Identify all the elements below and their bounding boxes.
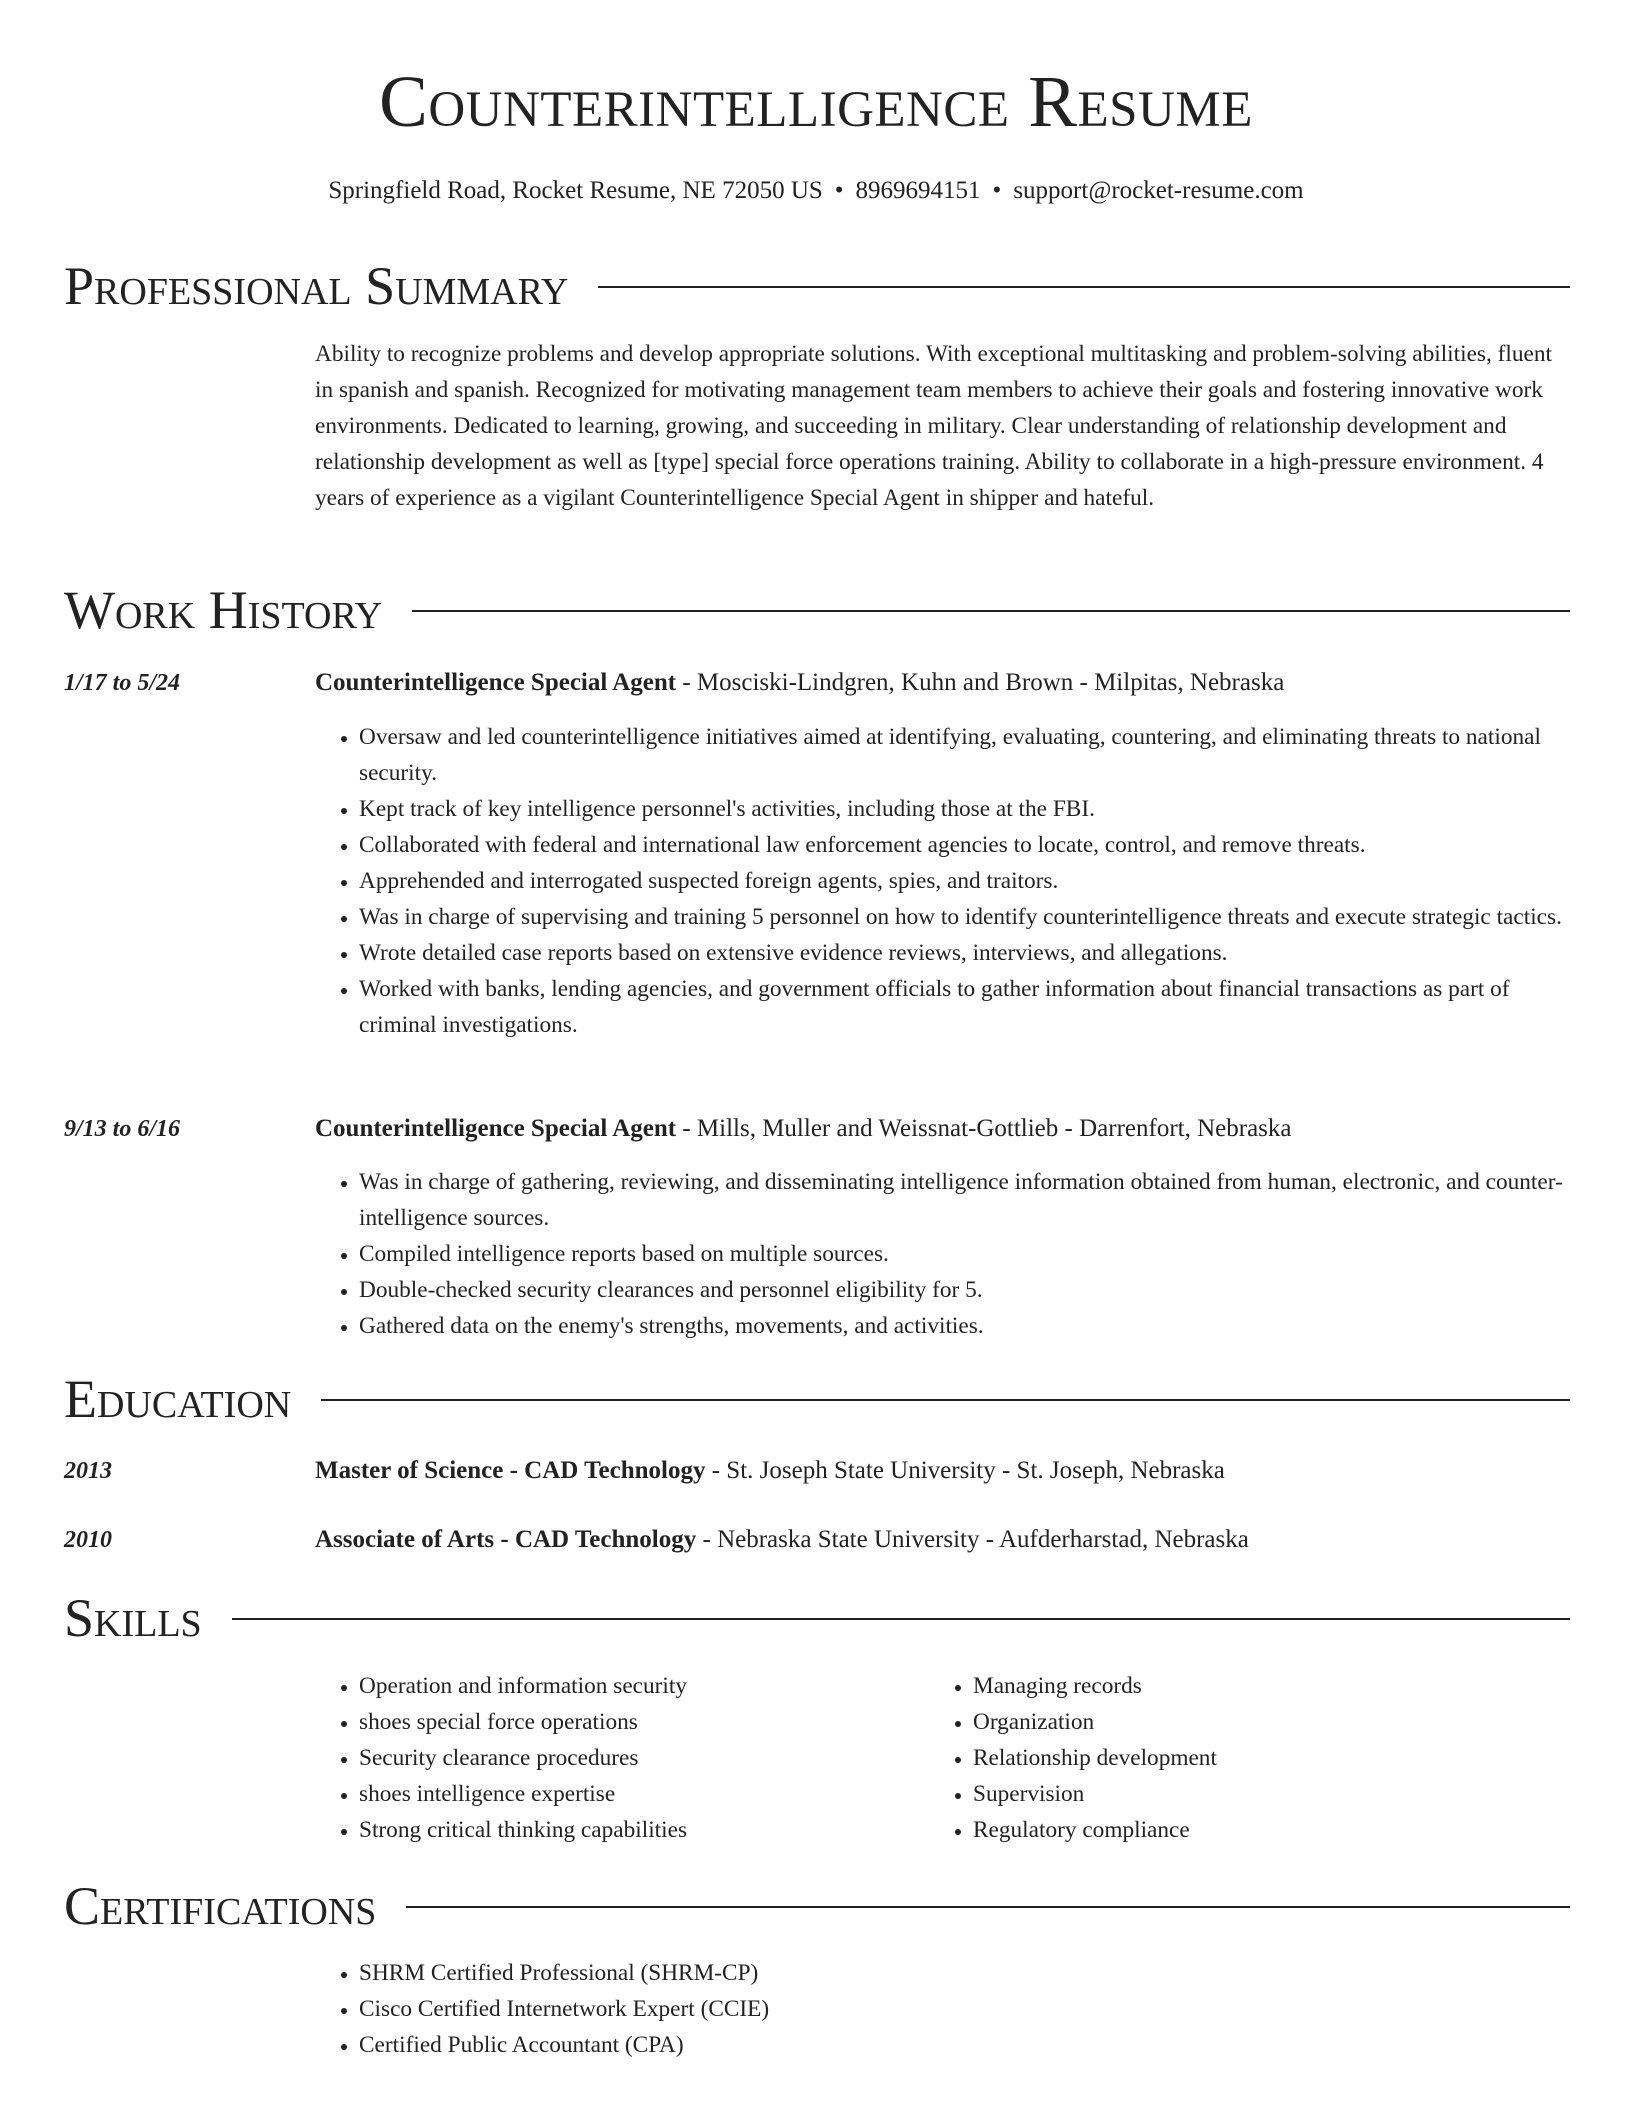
contact-email[interactable]: support@rocket-resume.com bbox=[1013, 177, 1304, 204]
job-duty: • Compiled intelligence reports based on multiple sources. bbox=[359, 1236, 1571, 1272]
section-title-work-history: Work History bbox=[64, 578, 412, 642]
certification-item: • Certified Public Accountant (CPA) bbox=[359, 2027, 1571, 2063]
section-header-skills bbox=[64, 1586, 1570, 1650]
skill-item: • Security clearance procedures bbox=[359, 1740, 915, 1776]
job-employer-location: - Mills, Muller and Weissnat-Gottlieb - Darrenfort, Nebraska bbox=[676, 1115, 1292, 1142]
education-school: - Nebraska State University - Aufderharstad, Nebraska bbox=[696, 1526, 1249, 1553]
contact-separator: • bbox=[834, 177, 844, 204]
education-degree: Master of Science - CAD Technology bbox=[315, 1457, 706, 1484]
skill-item: • Managing records bbox=[973, 1668, 1569, 1704]
education-degree: Associate of Arts - CAD Technology bbox=[315, 1526, 697, 1553]
contact-phone: 8969694151 bbox=[855, 177, 981, 204]
section-header-work-history bbox=[64, 578, 1570, 642]
skills-list-right bbox=[929, 1668, 1569, 1848]
job-duties-list bbox=[315, 719, 1571, 1043]
education-entry bbox=[315, 1522, 1571, 1558]
skill-item: • shoes special force operations bbox=[359, 1704, 915, 1740]
job-duty: • Was in charge of supervising and training 5 personnel on how to identify counterintelligence threats and execute strategic tactics. bbox=[359, 899, 1571, 935]
education-year: 2013 bbox=[64, 1458, 112, 1484]
job-employer-location: - Mosciski-Lindgren, Kuhn and Brown - Milpitas, Nebraska bbox=[676, 669, 1285, 696]
section-header-summary bbox=[64, 254, 1570, 318]
job-duty: • Was in charge of gathering, reviewing, and disseminating intelligence information obtained from human, electronic, and counter-intelligence sources. bbox=[359, 1164, 1571, 1236]
job-title: Counterintelligence Special Agent bbox=[315, 669, 677, 696]
resume-title: Counterintelligence Resume bbox=[379, 61, 1253, 142]
section-divider bbox=[64, 1618, 1570, 1620]
skill-item: • Operation and information security bbox=[359, 1668, 915, 1704]
education-entry bbox=[315, 1453, 1571, 1489]
certification-item: • Cisco Certified Internetwork Expert (CCIE) bbox=[359, 1991, 1571, 2027]
skill-item: • Supervision bbox=[973, 1776, 1569, 1812]
skills-list-left bbox=[315, 1668, 915, 1848]
contact-line bbox=[0, 174, 1632, 208]
job-duty: • Worked with banks, lending agencies, and government officials to gather information about financial transactions as part of criminal investigations. bbox=[359, 971, 1571, 1043]
job-duty: • Collaborated with federal and international law enforcement agencies to locate, control, and remove threats. bbox=[359, 827, 1571, 863]
education-school: - St. Joseph State University - St. Joseph, Nebraska bbox=[705, 1457, 1225, 1484]
job-dates: 9/13 to 6/16 bbox=[64, 1116, 181, 1142]
job-duty: • Kept track of key intelligence personnel's activities, including those at the FBI. bbox=[359, 791, 1571, 827]
job-duties-list bbox=[315, 1164, 1571, 1344]
skill-item: • Strong critical thinking capabilities bbox=[359, 1812, 915, 1848]
contact-address: Springfield Road, Rocket Resume, NE 72050 US bbox=[328, 177, 823, 204]
section-title-summary: Professional Summary bbox=[64, 254, 598, 318]
skill-item: • Organization bbox=[973, 1704, 1569, 1740]
section-header-certifications bbox=[64, 1874, 1570, 1938]
summary-text: Ability to recognize problems and develop appropriate solutions. With exceptional multitasking and problem-solving abilities, fluent in spanish and spanish. Recognized for motivating management team members to achieve their goals and fostering innovative work environments. Dedicated to learning, growing, and succeeding in military. Clear understanding of relationship development and relationship development as well as [type] special force operations training. Ability to collaborate in a high-pressure environment. 4 years of experience as a vigilant Counterintelligence Special Agent in shipper and hateful. bbox=[315, 341, 1552, 511]
job-duty: • Oversaw and led counterintelligence initiatives aimed at identifying, evaluating, countering, and eliminating threats to national security. bbox=[359, 719, 1571, 791]
contact-separator: • bbox=[992, 177, 1002, 204]
section-title-education: Education bbox=[64, 1367, 321, 1431]
section-header-education bbox=[64, 1367, 1570, 1431]
job-duty: • Double-checked security clearances and personnel eligibility for 5. bbox=[359, 1272, 1571, 1308]
job-heading bbox=[315, 1111, 1571, 1147]
job-duty: • Apprehended and interrogated suspected foreign agents, spies, and traitors. bbox=[359, 863, 1571, 899]
education-year: 2010 bbox=[64, 1527, 112, 1553]
job-heading bbox=[315, 665, 1571, 701]
skill-item: • Regulatory compliance bbox=[973, 1812, 1569, 1848]
certifications-list bbox=[315, 1955, 1571, 2063]
skill-item: • shoes intelligence expertise bbox=[359, 1776, 915, 1812]
job-duty: • Wrote detailed case reports based on extensive evidence reviews, interviews, and allegations. bbox=[359, 935, 1571, 971]
skill-item: • Relationship development bbox=[973, 1740, 1569, 1776]
certification-item: • SHRM Certified Professional (SHRM-CP) bbox=[359, 1955, 1571, 1991]
section-title-skills: Skills bbox=[64, 1586, 232, 1650]
section-title-certifications: Certifications bbox=[64, 1874, 406, 1938]
job-title: Counterintelligence Special Agent bbox=[315, 1115, 677, 1142]
job-duty: • Gathered data on the enemy's strengths, movements, and activities. bbox=[359, 1308, 1571, 1344]
job-dates: 1/17 to 5/24 bbox=[64, 670, 181, 696]
